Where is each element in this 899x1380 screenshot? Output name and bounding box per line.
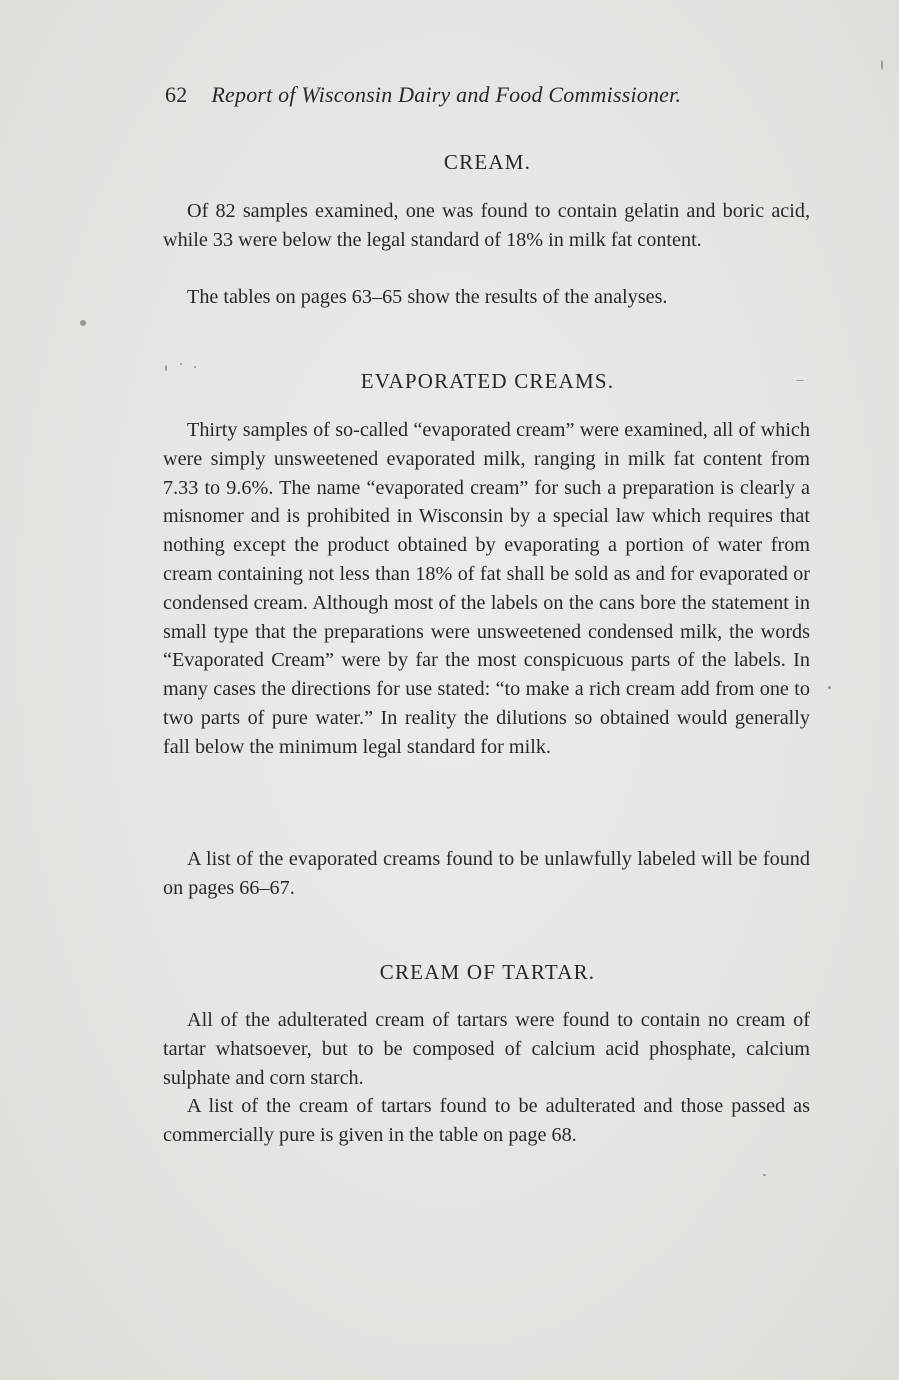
running-header [165,82,810,108]
paragraph-tartar-composition: All of the adulterated cream of tartars were found to contain no cream of tartar whatsoever, but to be composed of calcium acid phosphate, calcium sulphate and corn starch. [163,1009,810,1089]
scan-speck [80,320,86,326]
running-title: Report of Wisconsin Dairy and Food Commissioner. [211,82,682,107]
section-heading-evaporated-creams: EVAPORATED CREAMS. [360,369,615,393]
page-number: 62 [165,82,188,107]
scan-speck [763,1174,766,1176]
scan-speck [881,60,883,70]
scan-speck [194,366,196,368]
paragraph-evaporated-findings: Thirty samples of so-called “evaporated cream” were examined, all of which were simply unsweetened evaporated milk, ranging in milk fat content from 7.33 to 9.6%. The name “evaporated cream” for such a preparation is clearly a misnomer and is prohibited in Wisconsin by a special law which requires that nothing except the product obtained by evaporating a portion of water from cream containing not less than 18% of fat shall be sold as and for evaporated or condensed cream. Although most of the labels on the cans bore the statement in small type that the preparations were unsweetened condensed milk, the words “Evaporated Cream” were by far the most conspicuous parts of the labels. In many cases the directions for use stated: “to make a rich cream add from one to two parts of pure water.” In reality the dilutions so obtained would generally fall below the minimum legal standard for milk. [163,419,810,758]
scan-speck [828,686,831,689]
paragraph-cream-results: Of 82 samples examined, one was found to contain gelatin and boric acid, while 33 were below the legal standard of 18% in milk fat content. [163,200,810,251]
paragraph-cream-tables: The tables on pages 63–65 show the results of the analyses. [187,286,668,308]
scan-speck [180,363,182,365]
paragraph-evaporated-list: A list of the evaporated creams found to be unlawfully labeled will be found on pages 66–67. [163,848,810,899]
section-heading-cream: CREAM. [443,150,532,174]
section-heading-cream-of-tartar: CREAM OF TARTAR. [379,960,596,984]
paragraph-tartar-list: A list of the cream of tartars found to be adulterated and those passed as commercially pure is given in the table on page 68. [163,1095,810,1146]
